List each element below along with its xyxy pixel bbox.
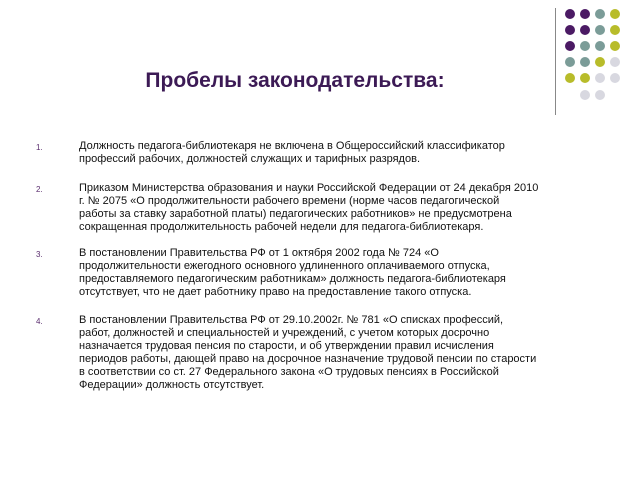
decor-dot (595, 90, 605, 100)
decorative-vertical-line (555, 8, 556, 115)
decor-dot (565, 25, 575, 35)
decor-dot (580, 25, 590, 35)
list-item-text: В постановлении Правительства РФ от 1 октября 2002 года № 724 «О продолжительности ежегодного основного удлиненного оплачиваемого отпуска, предоставляемого педагогическим работникам» должность педагога-библиотекаря отсутствует, что не дает работнику право на предоставление такого отпуска. (79, 247, 506, 298)
decor-dot (610, 73, 620, 83)
decor-dot (610, 9, 620, 19)
list-item-number: 3. (36, 250, 43, 259)
decor-dot (565, 73, 575, 83)
decor-dot (565, 41, 575, 51)
decor-dot (610, 41, 620, 51)
decor-dot (565, 9, 575, 19)
list-item-number: 2. (36, 185, 43, 194)
decor-dot (595, 41, 605, 51)
decor-dot (580, 73, 590, 83)
decor-dot (595, 25, 605, 35)
decor-dot (580, 41, 590, 51)
list-item-text: Приказом Министерства образования и науки Российской Федерации от 24 декабря 2010 г. № 2075 «О продолжительности рабочего времени (норме часов педагогической работы за ставку заработной платы) педагогических работников» не предусмотрена сокращенная продолжительность рабочей недели для педагога-библиотекаря. (79, 182, 539, 233)
decor-dot (595, 73, 605, 83)
decor-dot (610, 57, 620, 67)
decor-dot (580, 57, 590, 67)
decor-dot (595, 9, 605, 19)
list-item-number: 4. (36, 317, 43, 326)
slide-title: Пробелы законодательства: (145, 69, 445, 92)
decor-dot (610, 25, 620, 35)
decor-dot (580, 90, 590, 100)
list-item-text: В постановлении Правительства РФ от 29.10.2002г. № 781 «О списках профессий, работ, должностей и специальностей и учреждений, с учетом которых досрочно назначается трудовая пенсия по старости, и об утверждении правил исчисления периодов работы, дающей право на досрочное назначение трудовой пенсии по старости в соответствии со ст. 27 Федерального закона «О трудовых пенсиях в Российской Федерации» должность отсутствует. (79, 314, 537, 391)
decor-dot (595, 57, 605, 67)
list-item-text: Должность педагога-библиотекаря не включена в Общероссийский классификатор профессий рабочих, должностей служащих и тарифных разрядов. (79, 140, 505, 165)
decor-dot (565, 57, 575, 67)
list-item-number: 1. (36, 143, 43, 152)
decor-dot (580, 9, 590, 19)
